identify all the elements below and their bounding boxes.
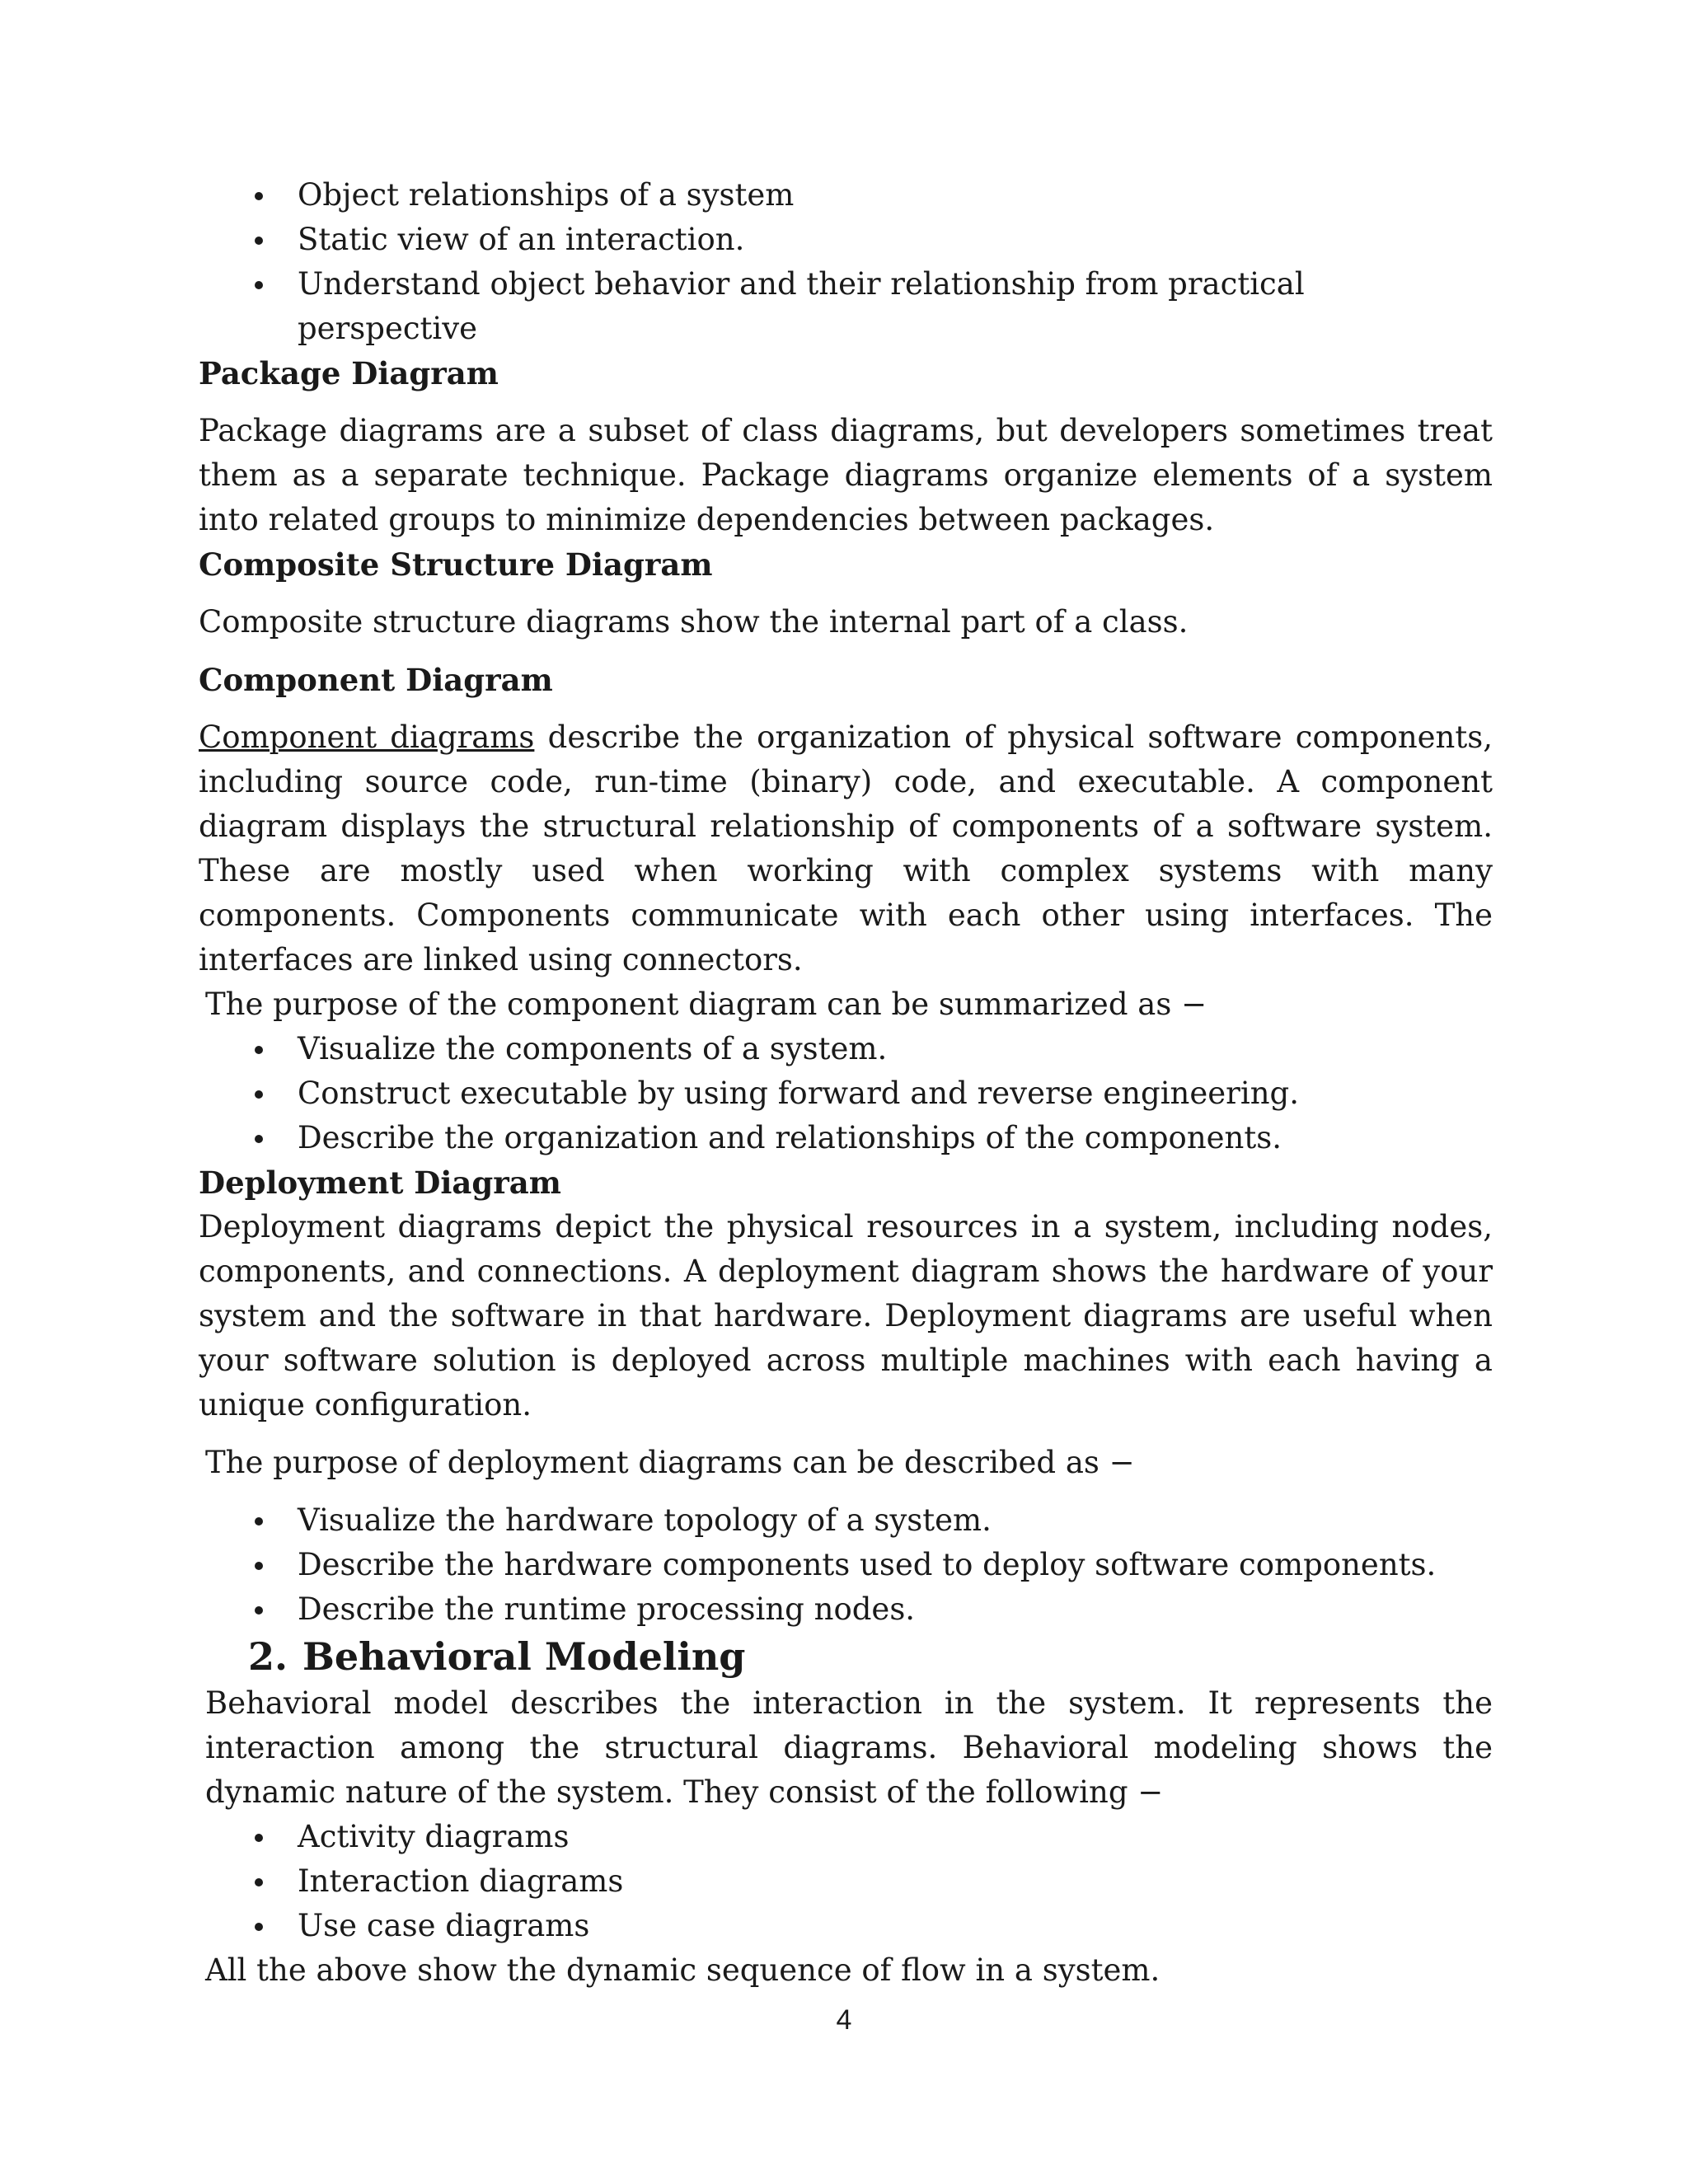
list-item-text: Visualize the components of a system. xyxy=(298,1031,888,1066)
deployment-diagram-paragraph: Deployment diagrams depict the physical resources in a system, including nodes, components, and connections. A deployment diagram shows the hardware of your system and the software in that hardware. Deployment diagrams are useful when your software solution is deployed across multiple machines with each having a unique configuration. xyxy=(199,1209,1493,1422)
section-title: Behavioral Modeling xyxy=(302,1634,746,1679)
list-item-text: Construct executable by using forward and reverse engineering. xyxy=(298,1076,1299,1111)
list-item xyxy=(199,1543,1493,1587)
package-diagram-heading: Package Diagram xyxy=(199,355,499,391)
bullet-icon xyxy=(255,1046,263,1054)
bullet-icon xyxy=(255,1923,263,1931)
component-diagram-paragraph xyxy=(199,715,1493,982)
bullet-icon xyxy=(255,1090,263,1099)
list-item xyxy=(199,262,1493,351)
section-number: 2. xyxy=(248,1634,288,1679)
behavioral-modeling-paragraph: Behavioral model describes the interaction in the system. It represents the interaction among the structural diagrams. Behavioral modeling shows the dynamic nature of the system. They consist of the following − xyxy=(205,1685,1493,1810)
list-item xyxy=(199,1587,1493,1632)
list-item xyxy=(199,1027,1493,1071)
list-item xyxy=(199,1815,1493,1859)
list-item-text: Describe the organization and relationships of the components. xyxy=(298,1120,1282,1155)
list-item xyxy=(199,173,1493,218)
list-item-text: Use case diagrams xyxy=(298,1908,590,1943)
bullet-icon xyxy=(255,1562,263,1570)
behavioral-bullet-list xyxy=(199,1815,1493,1948)
list-item-text: Static view of an interaction. xyxy=(298,222,745,257)
list-item-text: Activity diagrams xyxy=(298,1819,570,1854)
composite-structure-heading: Composite Structure Diagram xyxy=(199,546,713,583)
bullet-icon xyxy=(255,281,263,289)
component-purpose-text: The purpose of the component diagram can be summarized as − xyxy=(205,987,1207,1022)
bullet-icon xyxy=(255,1878,263,1886)
deployment-diagram-heading: Deployment Diagram xyxy=(199,1165,561,1201)
page-content xyxy=(199,173,1493,1993)
deployment-purpose-text: The purpose of deployment diagrams can be described as − xyxy=(205,1445,1135,1480)
component-diagram-paragraph-text: describe the organization of physical software components, including source code, run-time (binary) code, and executable. A component diagram displays the structural relationship of components of a software system. These are mostly used when working with complex systems with many components. Components communicate with each other using interfaces. The interfaces are linked using connectors. xyxy=(199,719,1493,977)
composite-structure-paragraph: Composite structure diagrams show the internal part of a class. xyxy=(199,604,1189,640)
list-item xyxy=(199,1859,1493,1904)
list-item-text: Describe the runtime processing nodes. xyxy=(298,1591,916,1627)
list-item-text: Understand object behavior and their relationship from practical perspective xyxy=(298,266,1305,346)
list-item xyxy=(199,1116,1493,1160)
deployment-bullet-list xyxy=(199,1498,1493,1632)
list-item xyxy=(199,1498,1493,1543)
package-diagram-paragraph: Package diagrams are a subset of class diagrams, but developers sometimes treat them as a separate technique. Package diagrams organize elements of a system into related groups to minimize dependencies between packages. xyxy=(199,413,1493,537)
bullet-icon xyxy=(255,237,263,245)
component-diagrams-link[interactable]: Component diagrams xyxy=(199,719,535,755)
intro-bullet-list xyxy=(199,173,1493,351)
bullet-icon xyxy=(255,1135,263,1143)
list-item xyxy=(199,1904,1493,1948)
component-bullet-list xyxy=(199,1027,1493,1160)
behavioral-modeling-heading xyxy=(199,1632,1493,1681)
list-item-text: Interaction diagrams xyxy=(298,1863,624,1899)
bullet-icon xyxy=(255,1606,263,1615)
list-item-text: Describe the hardware components used to deploy software components. xyxy=(298,1547,1437,1582)
list-item-text: Object relationships of a system xyxy=(298,177,795,213)
behavioral-closing-text: All the above show the dynamic sequence of flow in a system. xyxy=(205,1952,1160,1988)
page-number: 4 xyxy=(836,2004,852,2036)
list-item xyxy=(199,218,1493,262)
bullet-icon xyxy=(255,192,263,200)
list-item xyxy=(199,1071,1493,1116)
component-diagram-heading: Component Diagram xyxy=(199,662,553,698)
bullet-icon xyxy=(255,1517,263,1526)
list-item-text: Visualize the hardware topology of a system. xyxy=(298,1502,992,1538)
bullet-icon xyxy=(255,1834,263,1842)
